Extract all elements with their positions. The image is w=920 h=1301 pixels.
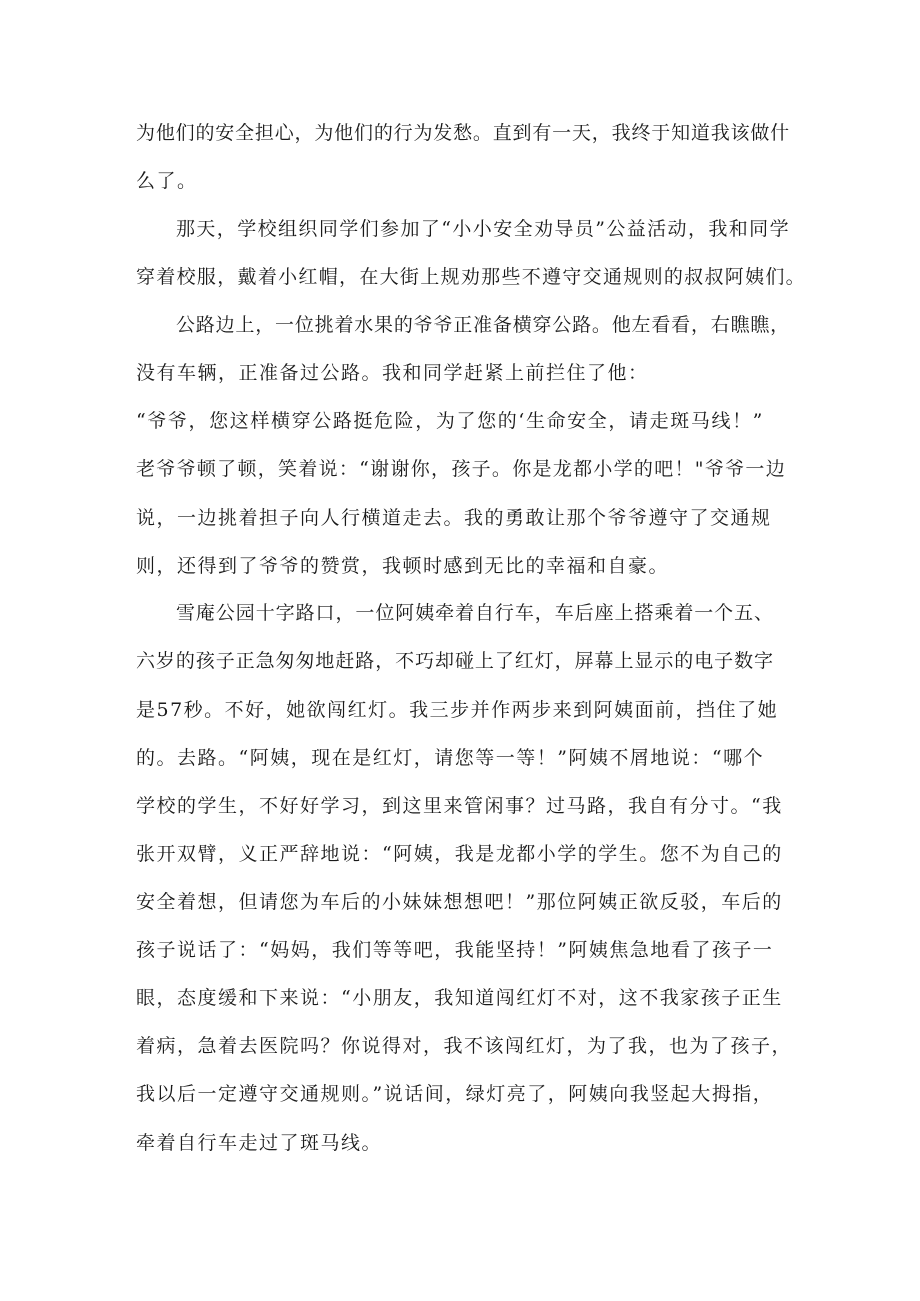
text-line: 则，还得到了爷爷的赞赏，我顿时感到无比的幸福和自豪。 bbox=[136, 555, 670, 577]
text-line: 那天，学校组织同学们参加了“小小安全劝导员”公益活动，我和同学 bbox=[176, 218, 790, 240]
text-line: 雪庵公园十字路口，一位阿姨牵着自行车，车后座上搭乘着一个五、 bbox=[176, 602, 774, 624]
text-line: 老爷爷顿了顿，笑着说：“谢谢你，孩子。你是龙都小学的吧！"爷爷一边 bbox=[136, 458, 786, 480]
text-line: 安全着想，但请您为车后的小妹妹想想吧！”那位阿姨正欲反驳，车后的 bbox=[136, 891, 783, 913]
text-line: 是57秒。不好，她欲闯红灯。我三步并作两步来到阿姨面前，挡住了她 bbox=[136, 699, 779, 721]
text-line: 穿着校服，戴着小红帽，在大街上规劝那些不遵守交通规则的叔叔阿姨们。 bbox=[136, 266, 806, 288]
text-line: 公路边上，一位挑着水果的爷爷正准备横穿公路。他左看看，右瞧瞧， bbox=[176, 314, 790, 336]
text-line: 说，一边挑着担子向人行横道走去。我的勇敢让那个爷爷遵守了交通规 bbox=[136, 507, 772, 529]
text-line: 着病，急着去医院吗？你说得对，我不该闯红灯，为了我，也为了孩子， bbox=[136, 1035, 793, 1057]
text-line: “爷爷，您这样横穿公路挺危险，为了您的‘生命安全，请走斑马线！” bbox=[136, 410, 764, 432]
text-line: 为他们的安全担心，为他们的行为发愁。直到有一天，我终于知道我该做什 bbox=[136, 122, 790, 144]
text-line: 张开双臂，义正严辞地说：“阿姨，我是龙都小学的学生。您不为自己的 bbox=[136, 843, 783, 865]
text-line: 眼，态度缓和下来说：“小朋友，我知道闯红灯不对，这不我家孩子正生 bbox=[136, 987, 783, 1009]
text-line: 牵着自行车走过了斑马线。 bbox=[136, 1132, 383, 1154]
text-line: 孩子说话了：“妈妈，我们等等吧，我能坚持！”阿姨焦急地看了孩子一 bbox=[136, 939, 774, 961]
text-line: 我以后一定遵守交通规则。”说话间，绿灯亮了，阿姨向我竖起大拇指， bbox=[136, 1083, 774, 1105]
text-line: 没有车辆，正准备过公路。我和同学赶紧上前拦住了他： bbox=[136, 362, 649, 384]
text-line: 六岁的孩子正急匆匆地赶路，不巧却碰上了红灯，屏幕上显示的电子数字 bbox=[136, 650, 774, 672]
text-line: 学校的学生，不好好学习，到这里来管闲事？过马路，我自有分寸。“我 bbox=[136, 795, 783, 817]
text-line: 的。去路。“阿姨，现在是红灯，请您等一等！”阿姨不屑地说：“哪个 bbox=[136, 747, 765, 769]
text-line: 么了。 bbox=[136, 170, 198, 192]
